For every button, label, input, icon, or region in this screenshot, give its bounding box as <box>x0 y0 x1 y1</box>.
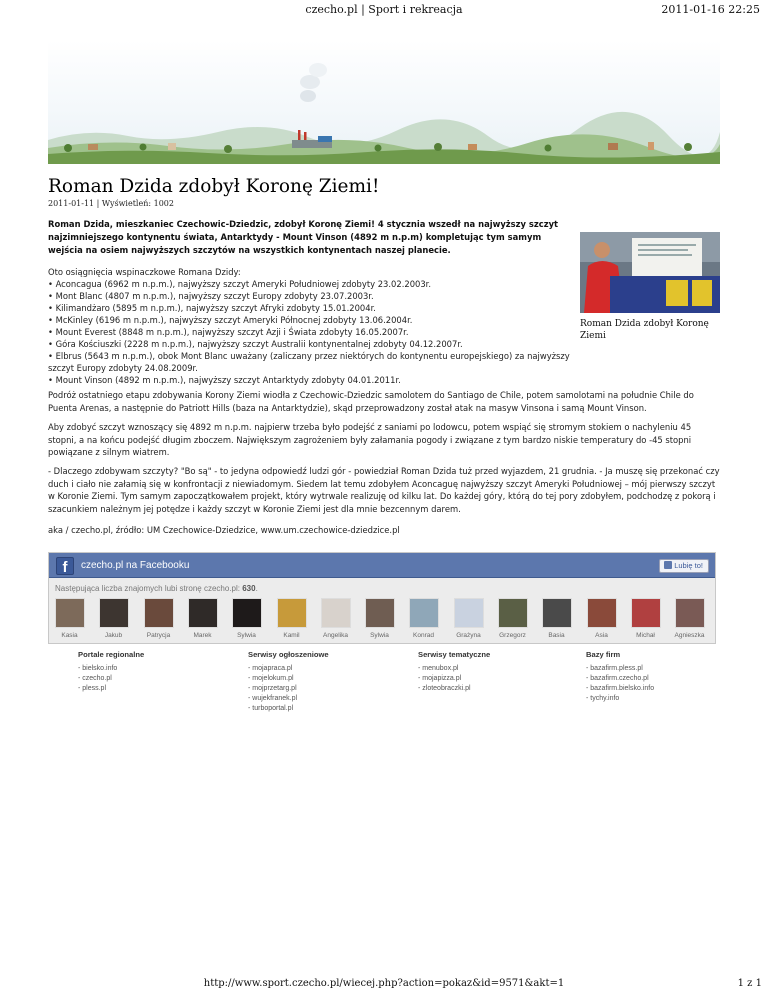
footer-column <box>78 650 238 694</box>
footer-link[interactable]: - menubox.pl <box>418 665 459 672</box>
fan-name: Patrycja <box>146 632 171 639</box>
avatar <box>542 598 572 628</box>
footer-column-heading: Serwisy tematyczne <box>418 650 491 659</box>
avatar <box>454 598 484 628</box>
print-footer <box>0 978 768 994</box>
list-item: • Mount Vinson (4892 m n.p.m.), najwyższy szczyt Antarktydy zdobyty 04.01.2011r. <box>48 375 401 385</box>
avatar <box>188 598 218 628</box>
avatar <box>631 598 661 628</box>
footer-column <box>586 650 746 704</box>
avatar <box>277 598 307 628</box>
footer-link[interactable]: - bielsko.info <box>78 665 118 672</box>
fan-name: Kamil <box>283 632 300 639</box>
footer-link[interactable]: - mojapraca.pl <box>248 665 293 672</box>
fan-name: Agnieszka <box>674 632 705 639</box>
footer-column <box>418 650 578 694</box>
footer-link[interactable]: - bazafirm.pless.pl <box>586 665 643 672</box>
avatar <box>99 598 129 628</box>
avatar <box>675 598 705 628</box>
fan-face[interactable] <box>407 598 440 639</box>
avatar <box>55 598 85 628</box>
footer-link[interactable]: - pless.pl <box>78 685 107 692</box>
fan-face[interactable] <box>275 598 308 639</box>
fan-name: Michał <box>636 632 655 639</box>
fan-face[interactable] <box>363 598 396 639</box>
fan-face[interactable] <box>319 598 352 639</box>
list-item: • Kilimandżaro (5895 m n.p.m.), najwyższy szczyt Afryki zdobyty 15.01.2004r. <box>48 303 376 313</box>
fan-face[interactable] <box>186 598 219 639</box>
fan-name: Sylwia <box>370 632 389 639</box>
fan-name: Konrad <box>413 632 434 639</box>
fan-count-period: . <box>255 584 258 593</box>
footer-links <box>78 650 718 720</box>
fan-name: Sylwia <box>237 632 256 639</box>
footer-column <box>248 650 408 714</box>
landscape-illustration <box>48 40 720 164</box>
article-paragraph: - Dlaczego zdobywam szczyty? "Bo są" - to jedyna odpowiedź ludzi gór - powiedział Roman Dzida tuż przed wyjazdem, 21 grudnia. - Ja muszę się przekonać czy duch i ciało nie załamią się w konfrontacji z niewiadomym. Siedem lat temu zdobyłem Aconcaguę najwyższy szczyt Ameryki Południowej – mój pierwszy szczyt w Koronie Ziemi. Tym samym zapoczątkowałem projekt, który wytrwale realizuję od kilku lat. Do każdej góry, którą do tej pory zdobyłem, podchodzę z pokorą i szacunkiem należnym jej potędze i każdy szczyt w Koronie Ziemi jest dla mnie bezcennym darem. <box>48 466 720 514</box>
achievements-list <box>48 278 573 386</box>
print-date: 2011-01-16 22:25 <box>661 3 760 16</box>
fan-face[interactable] <box>585 598 618 639</box>
avatar <box>144 598 174 628</box>
avatar <box>365 598 395 628</box>
fan-count-text: Następująca liczba znajomych lubi stronę czecho.pl: <box>55 584 240 593</box>
fan-face[interactable] <box>230 598 263 639</box>
fan-face[interactable] <box>673 598 706 639</box>
site-banner <box>48 40 720 164</box>
footer-link[interactable]: - czecho.pl <box>78 675 112 682</box>
footer-link[interactable]: - mojelokum.pl <box>248 675 294 682</box>
like-button-label: Lubię to! <box>674 561 703 570</box>
fan-name: Basia <box>548 632 565 639</box>
avatar <box>587 598 617 628</box>
list-item: • McKinley (6196 m n.p.m.), najwyższy szczyt Ameryki Północnej zdobyty 13.06.2004r. <box>48 315 413 325</box>
article-lead: Roman Dzida, mieszkaniec Czechowic-Dziedzic, zdobył Koronę Ziemi! 4 stycznia wszedł na najwyższy szczyt najzimniejszego kontynentu świata, Antarktydy - Mount Vinson (4892 m n.p.m) kompletując tym samym wejścia na osiem najwyższych szczytów na wszystkich kontynentach naszej planecie. <box>48 219 559 255</box>
facebook-icon[interactable]: f <box>56 557 74 575</box>
achievements-section <box>48 266 573 386</box>
print-header <box>0 0 768 20</box>
footer-link[interactable]: - tychy.info <box>586 695 620 702</box>
footer-link[interactable]: - bazafirm.bielsko.info <box>586 685 655 692</box>
fan-name: Grzegorz <box>499 632 526 639</box>
avatar <box>409 598 439 628</box>
footer-link[interactable]: - bazafirm.czecho.pl <box>586 675 649 682</box>
facebook-box-title[interactable]: czecho.pl na Facebooku <box>81 560 190 571</box>
avatar <box>321 598 351 628</box>
like-button[interactable] <box>659 559 709 573</box>
article-paragraph: Aby zdobyć szczyt wznoszący się 4892 m n.p.m. najpierw trzeba było podejść z saniami po lodowcu, potem wspiąć się stromym stokiem o nachyleniu 45 stopni, a na końcu podejść długim zboczem. Największym zagrożeniem były załamania pogody i związane z tym bardzo niskie temperatury do -45 stopni powiązane z silnym wiatrem. <box>48 422 692 457</box>
climber-photo-illustration <box>580 232 720 313</box>
photo-caption: Roman Dzida zdobył Koronę Ziemi <box>580 319 709 341</box>
fan-face[interactable] <box>142 598 175 639</box>
fan-count <box>55 584 258 593</box>
list-item: • Góra Kościuszki (2228 m n.p.m.), najwyższy szczyt Australii kontynentalnej zdobyty 04.12.2007r. <box>48 339 463 349</box>
fan-name: Angelika <box>323 632 348 639</box>
avatar <box>232 598 262 628</box>
footer-link[interactable]: - mojprzetarg.pl <box>248 685 297 692</box>
fan-face[interactable] <box>97 598 130 639</box>
fan-face[interactable] <box>540 598 573 639</box>
fan-face[interactable] <box>629 598 662 639</box>
footer-column-heading: Bazy firm <box>586 650 621 659</box>
fan-name: Asia <box>595 632 608 639</box>
list-item: • Aconcagua (6962 m n.p.m.), najwyższy szczyt Ameryki Południowej zdobyty 23.02.2003r. <box>48 279 432 289</box>
fan-name: Jakub <box>104 632 123 639</box>
fan-faces <box>53 598 715 642</box>
facebook-like-box <box>48 552 716 644</box>
footer-link[interactable]: - zloteobraczki.pl <box>418 685 471 692</box>
print-page-title: czecho.pl | Sport i rekreacja <box>305 3 463 16</box>
fan-name: Kasia <box>61 632 78 639</box>
footer-link[interactable]: - wujekfranek.pl <box>248 695 298 702</box>
list-item: • Mont Blanc (4807 m n.p.m.), najwyższy szczyt Europy zdobyty 23.07.2003r. <box>48 291 374 301</box>
facebook-box-header <box>49 553 715 578</box>
article-paragraph: Podróż ostatniego etapu zdobywania Korony Ziemi wiodła z Czechowic-Dziedzic samolotem do Santiago de Chile, potem samolotami na południe Chile do Puenta Arenas, a następnie do Patriott Hills (baza na Antarktydzie), skąd przeprowadzony został atak na masyw Vinsona i samą Mount Vinson. <box>48 390 694 413</box>
article-photo[interactable] <box>580 232 720 313</box>
fan-face[interactable] <box>452 598 485 639</box>
thumbs-up-icon <box>664 561 672 569</box>
fan-face[interactable] <box>53 598 86 639</box>
fan-count-value: 630 <box>242 584 256 593</box>
fan-name: Grażyna <box>456 632 481 639</box>
fan-face[interactable] <box>496 598 529 639</box>
article-source: aka / czecho.pl, źródło: UM Czechowice-Dziedzice, www.um.czechowice-dziedzice.pl <box>48 525 400 535</box>
avatar <box>498 598 528 628</box>
footer-link[interactable]: - mojapizza.pl <box>418 675 462 682</box>
footer-column-heading: Portale regionalne <box>78 650 145 659</box>
footer-link[interactable]: - turboportal.pl <box>248 705 294 712</box>
list-item: • Elbrus (5643 m n.p.m.), obok Mont Blanc uważany (zaliczany przez niektórych do kontynentu europejskiego) za najwyższy szczyt Europy zdobyty 24.08.2009r. <box>48 351 570 373</box>
article-title: Roman Dzida zdobył Koronę Ziemi! <box>48 176 380 197</box>
article-meta: 2011-01-11 | Wyświetleń: 1002 <box>48 199 174 208</box>
footer-column-heading: Serwisy ogłoszeniowe <box>248 650 329 659</box>
achievements-intro: Oto osiągnięcia wspinaczkowe Romana Dzidy: <box>48 267 241 277</box>
fan-name: Marek <box>193 632 212 639</box>
print-url: http://www.sport.czecho.pl/wiecej.php?action=pokaz&id=9571&akt=1 <box>203 978 565 989</box>
list-item: • Mount Everest (8848 m n.p.m.), najwyższy szczyt Azji i Świata zdobyty 16.05.2007r. <box>48 327 409 337</box>
page-number: 1 z 1 <box>737 978 762 989</box>
